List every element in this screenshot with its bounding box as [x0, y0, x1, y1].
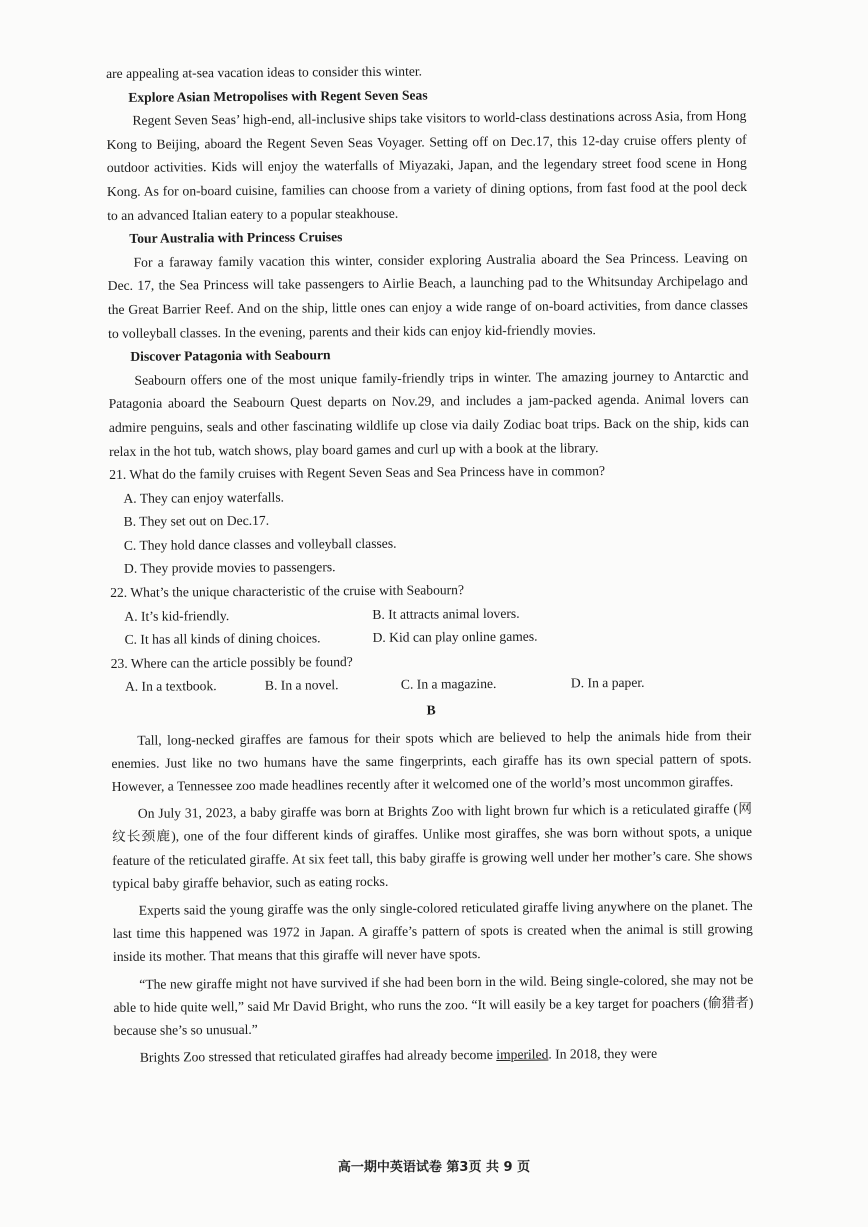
question-23-option-d: D. In a paper.	[570, 675, 645, 691]
passage-b-paragraph-1: Tall, long-necked giraffes are famous for their spots which are believed to help the animals hide from their enemies. Just like no two humans have the same fingerprints, each giraffe has its own special pattern of spots. However, a Tennessee zoo made headlines recently after it welcomed one of the world’s most uncommon giraffes.	[111, 727, 752, 795]
question-21-option-d: D. They provide movies to passengers.	[123, 559, 336, 577]
question-22-option-d: D. Kid can play online games.	[372, 628, 538, 646]
section-body-regent: Regent Seven Seas’ high-end, all-inclusive ships take visitors to world-class destinations across Asia, from Hong Kong to Beijing, aboard the Regent Seven Seas Voyager. Setting off on Dec.17, this 12-day cruise offers plenty of outdoor activities. Kids will enjoy the waterfalls of Miyazaki, Japan, and the legendary street food scene in Hong Kong. As for on-board cuisine, families can choose from a variety of dining options, from fast food at the pool deck to an advanced Italian eatery to a popular steakhouse.	[106, 108, 748, 223]
question-21-option-b: B. They set out on Dec.17.	[123, 513, 270, 530]
section-heading-regent: Explore Asian Metropolises with Regent Seven Seas	[128, 87, 428, 105]
intro-line: are appealing at-sea vacation ideas to consider this winter.	[106, 63, 423, 81]
underlined-word-imperiled: imperiled	[496, 1046, 549, 1063]
question-22-option-b: B. It attracts animal lovers.	[372, 605, 520, 622]
section-body-seabourn: Seabourn offers one of the most unique family-friendly trips in winter. The amazing journey to Antarctic and Patagonia aboard the Seabourn Quest departs on Nov.29, and includes a jam-packed agenda. Animal lovers can admire penguins, seals and other fascinating wildlife up close via daily Zodiac boat trips. Back on the ship, kids can relax in the hot tub, watch shows, play board games and curl up with a book at the library.	[108, 367, 749, 459]
section-b-letter: B	[426, 702, 436, 718]
section-body-princess: For a faraway family vacation this winter, consider exploring Australia aboard the Sea Princess. Leaving on Dec. 17, the Sea Princess will take passengers to Airlie Beach, a launching pad to the Whitsunday Archipelago and the Great Barrier Reef. And on the ship, little ones can enjoy a wide range of on-board activities, from dance classes to volleyball classes. In the evening, parents and their kids can enjoy kid-friendly movies.	[107, 249, 748, 341]
question-21-option-c: C. They hold dance classes and volleyball classes.	[123, 535, 397, 553]
question-21-stem: 21. What do the family cruises with Regent Seven Seas and Sea Princess have in common?	[109, 463, 606, 483]
page-content	[106, 57, 754, 1069]
question-22-option-a: A. It’s kid-friendly.	[124, 607, 230, 624]
question-21-option-a: A. They can enjoy waterfalls.	[123, 489, 285, 506]
paragraph-5-start: Brights Zoo stressed that reticulated giraffes had already become	[139, 1047, 497, 1066]
question-23-option-c: C. In a magazine.	[400, 676, 497, 693]
question-23-stem: 23. Where can the article possibly be found?	[110, 653, 353, 671]
passage-b-paragraph-3: Experts said the young giraffe was the only single-colored reticulated giraffe living anywhere on the planet. The last time this happened was 1972 in Japan. A giraffe’s pattern of spots is created when the animal is still growing inside its mother. That means that this giraffe will never have spots.	[112, 897, 753, 965]
passage-b-paragraph-5	[114, 1041, 754, 1069]
passage-b-paragraph-4: “The new giraffe might not have survived if she had been born in the wild. Being single-colored, she may not be able to hide quite well,” said Mr David Bright, who runs the zoo. “It will easily be a key target for poachers (偷猎者) because she’s so unusual.”	[113, 971, 754, 1039]
page-footer: 高一期中英语试卷 第3页 共 9 页	[337, 1160, 531, 1175]
question-23-option-a: A. In a textbook.	[124, 678, 217, 695]
question-23-option-b: B. In a novel.	[264, 677, 339, 694]
question-23-options	[111, 670, 751, 699]
section-heading-princess: Tour Australia with Princess Cruises	[129, 229, 343, 246]
question-22-stem: 22. What’s the unique characteristic of the cruise with Seabourn?	[110, 582, 465, 601]
section-heading-seabourn: Discover Patagonia with Seabourn	[130, 347, 331, 364]
passage-b-paragraph-2: On July 31, 2023, a baby giraffe was born at Brights Zoo with light brown fur which is a reticulated giraffe (网纹长颈鹿), one of the four different kinds of giraffes. Unlike most giraffes, she was born without spots, a unique feature of the reticulated giraffe. At six feet tall, this baby giraffe is growing well under her mother’s care. She shows typical baby giraffe behavior, such as eating rocks.	[112, 801, 753, 891]
passage-b	[111, 724, 754, 1070]
paragraph-5-end: . In 2018, they were	[548, 1045, 658, 1062]
question-22-option-c: C. It has all kinds of dining choices.	[124, 630, 321, 648]
